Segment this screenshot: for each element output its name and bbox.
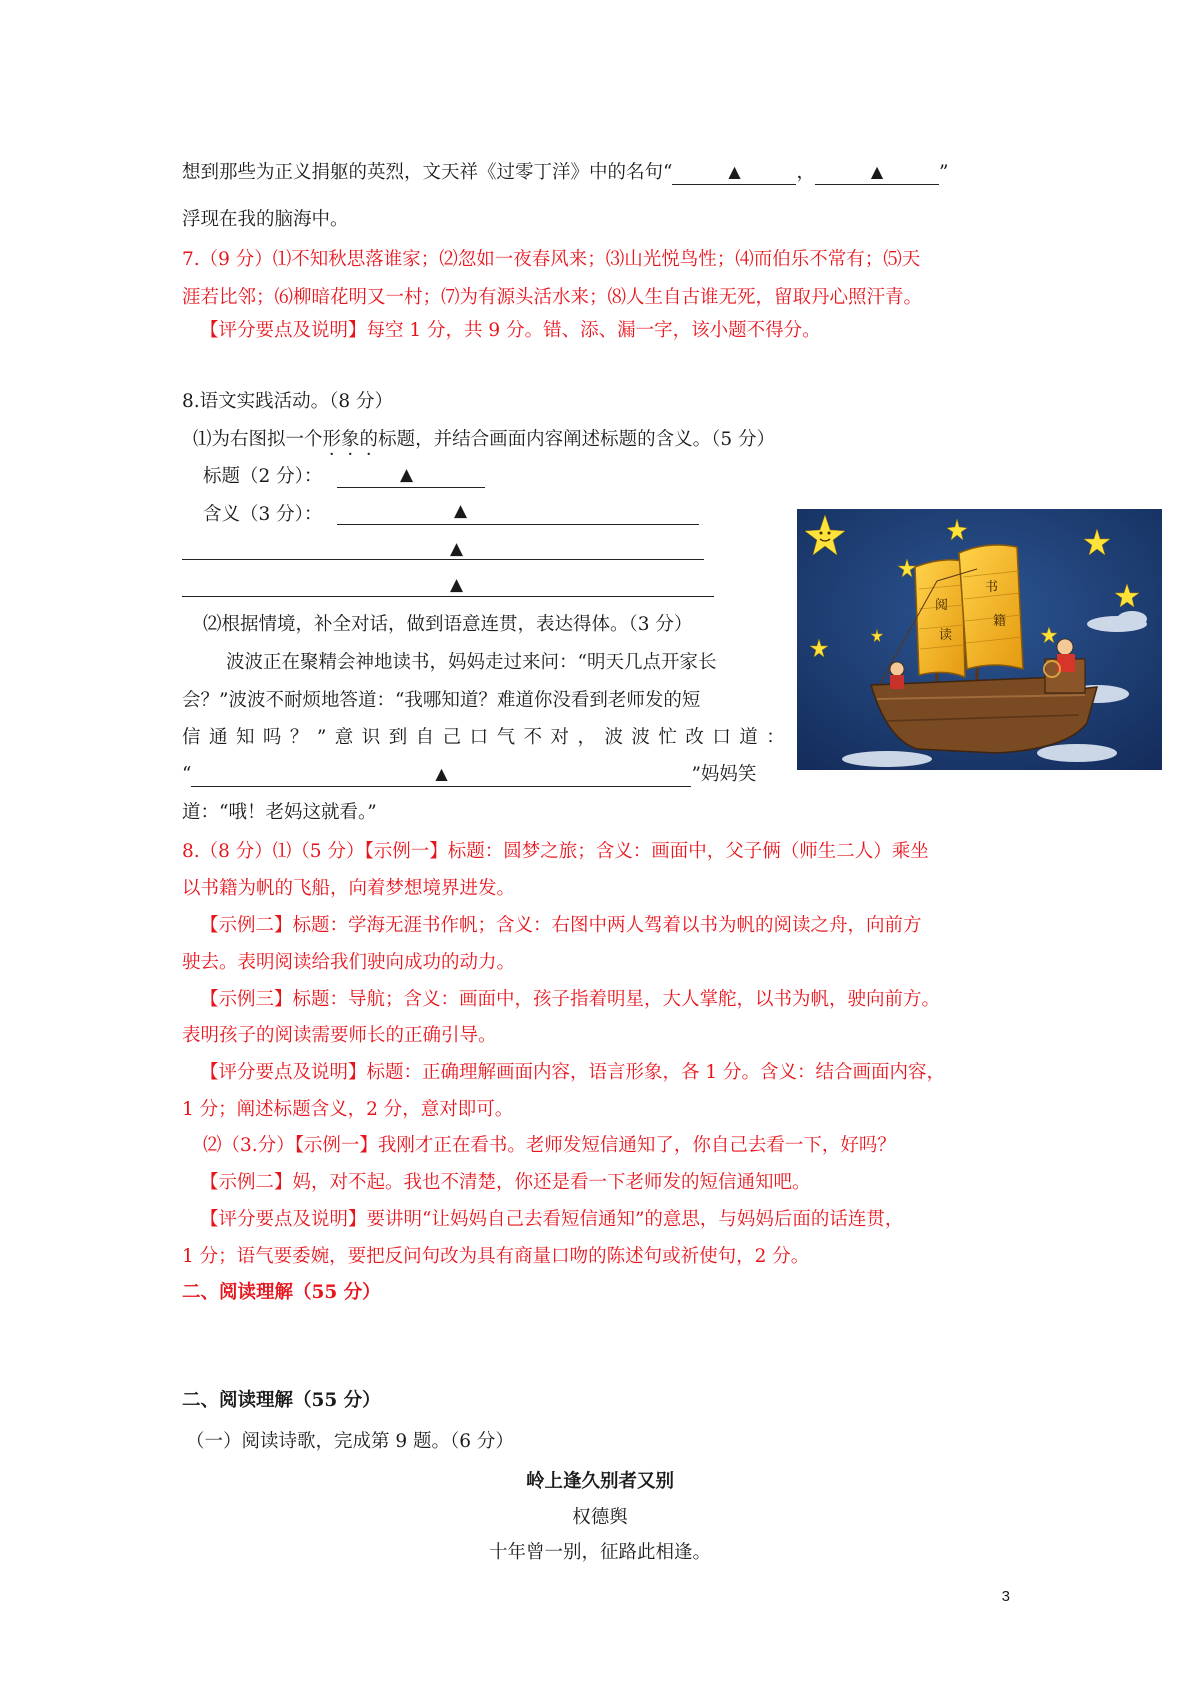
- answer8-line2: 以书籍为帆的飞船，向着梦想境界进发。: [182, 878, 516, 899]
- q8-para-line3: 信 通 知 吗 ？ ” 意 识 到 自 己 口 气 不 对 ， 波 波 忙 改 口 道 ：: [182, 727, 785, 748]
- meaning-blank-mark-3: ▲: [450, 575, 464, 595]
- q8-para-line5: 道：“哦！老妈这就看。”: [182, 802, 377, 823]
- q8-sub1: ⑴为右图拟一个形象的标题，并结合画面内容阐述标题的含义。（5 分）: [193, 429, 775, 450]
- book-ship-illustration: [797, 509, 1162, 770]
- answer8-line3: 【示例二】标题：学海无涯书作帆；含义：右图中两人驾着以书为帆的阅读之舟，向前方: [200, 915, 922, 936]
- q6-line1: 想到那些为正义捐躯的英烈，文天祥《过零丁洋》中的名句“ ▲ ， ▲ ”: [182, 162, 949, 183]
- q6-line1-prefix: 想到那些为正义捐躯的英烈，文天祥《过零丁洋》中的名句“: [182, 162, 673, 183]
- answer7-scoring: 【评分要点及说明】每空 1 分，共 9 分。错、添、漏一字，该小题不得分。: [200, 320, 821, 341]
- title-blank: [337, 487, 485, 488]
- answer8-line8: 1 分；阐述标题含义，2 分，意对即可。: [182, 1099, 514, 1120]
- answer8-line1: 8.（8 分）⑴（5 分）【示例一】标题：圆梦之旅；含义：画面中，父子俩（师生二人）乘坐: [182, 841, 929, 862]
- poem-line1: 十年曾一别，征路此相逢。: [488, 1542, 711, 1563]
- sail-right-char: 书: [985, 580, 999, 595]
- dialogue-blank: ▲: [191, 764, 691, 787]
- q8-para-line1: 波波正在聚精会神地读书，妈妈走过来问：“明天几点开家长: [226, 652, 717, 673]
- answer8-section-heading: 二、阅读理解（55 分）: [182, 1282, 381, 1303]
- q8-para-line4: “ ▲ ”妈妈笑: [182, 764, 757, 785]
- poem-author: 权德舆: [572, 1507, 628, 1528]
- meaning-blank-mark-1: ▲: [454, 501, 468, 521]
- emphasis-char: 象: [341, 429, 360, 450]
- answer-blank: ▲: [815, 162, 939, 185]
- q8-sub2: ⑵根据情境，补全对话，做到语意连贯，表达得体。（3 分）: [203, 614, 693, 635]
- meaning-blank-3: [182, 596, 714, 597]
- answer8-line4: 驶去。表明阅读给我们驶向成功的动力。: [182, 952, 516, 973]
- q8-para-line2: 会？”波波不耐烦地答道：“我哪知道？难道你没看到老师发的短: [182, 690, 701, 711]
- meaning-blank-2: [182, 559, 704, 560]
- answer8-line6: 表明孩子的阅读需要师长的正确引导。: [182, 1025, 497, 1046]
- sail-right-char: 籍: [993, 614, 1007, 629]
- q6-line2: 浮现在我的脑海中。: [182, 209, 349, 230]
- meaning-blank-1: [337, 524, 699, 525]
- title-blank-mark: ▲: [400, 465, 414, 485]
- answer8-line7: 【评分要点及说明】标题：正确理解画面内容，语言形象，各 1 分。含义：结合画面内容，: [200, 1062, 946, 1083]
- answer7-line1: 7.（9 分）⑴不知秋思落谁家；⑵忽如一夜春风来；⑶山光悦鸟性；⑷而伯乐不常有；⑸天: [182, 249, 921, 270]
- answer8-line11: 【评分要点及说明】要讲明“让妈妈自己去看短信通知”的意思，与妈妈后面的话连贯，: [200, 1209, 904, 1230]
- answer7-line2: 涯若比邻；⑹柳暗花明又一村；⑺为有源头活水来；⑻人生自古谁无死，留取丹心照汗青。: [182, 287, 923, 308]
- section2-heading: 二、阅读理解（55 分）: [182, 1390, 381, 1411]
- q8-heading: 8.语文实践活动。（8 分）: [182, 391, 394, 412]
- page-number: 3: [1001, 1588, 1010, 1605]
- answer-blank: ▲: [672, 162, 796, 185]
- emphasis-char: 的: [359, 429, 379, 450]
- answer8-line5: 【示例三】标题：导航；含义：画面中，孩子指着明星，大人掌舵，以书为帆，驶向前方。: [200, 989, 941, 1010]
- answer8-line12: 1 分；语气要委婉，要把反问句改为具有商量口吻的陈述句或祈使句，2 分。: [182, 1246, 810, 1267]
- answer8-line10: 【示例二】妈，对不起。我也不清楚，你还是看一下老师发的短信通知吧。: [200, 1172, 811, 1193]
- section2-sub: （一）阅读诗歌，完成第 9 题。（6 分）: [186, 1431, 514, 1452]
- emphasis-char: 形: [322, 429, 342, 450]
- answer8-line9: ⑵（3.分）【示例一】我刚才正在看书。老师发短信通知了，你自己去看一下，好吗？: [203, 1135, 896, 1156]
- title-label: 标题（2 分）：: [203, 466, 323, 487]
- poem-title: 岭上逢久别者又别: [525, 1471, 674, 1492]
- sail-left-char: 阅: [935, 598, 949, 613]
- sail-left-char: 读: [939, 628, 953, 643]
- meaning-label: 含义（3 分）：: [203, 504, 323, 525]
- meaning-blank-mark-2: ▲: [450, 539, 464, 559]
